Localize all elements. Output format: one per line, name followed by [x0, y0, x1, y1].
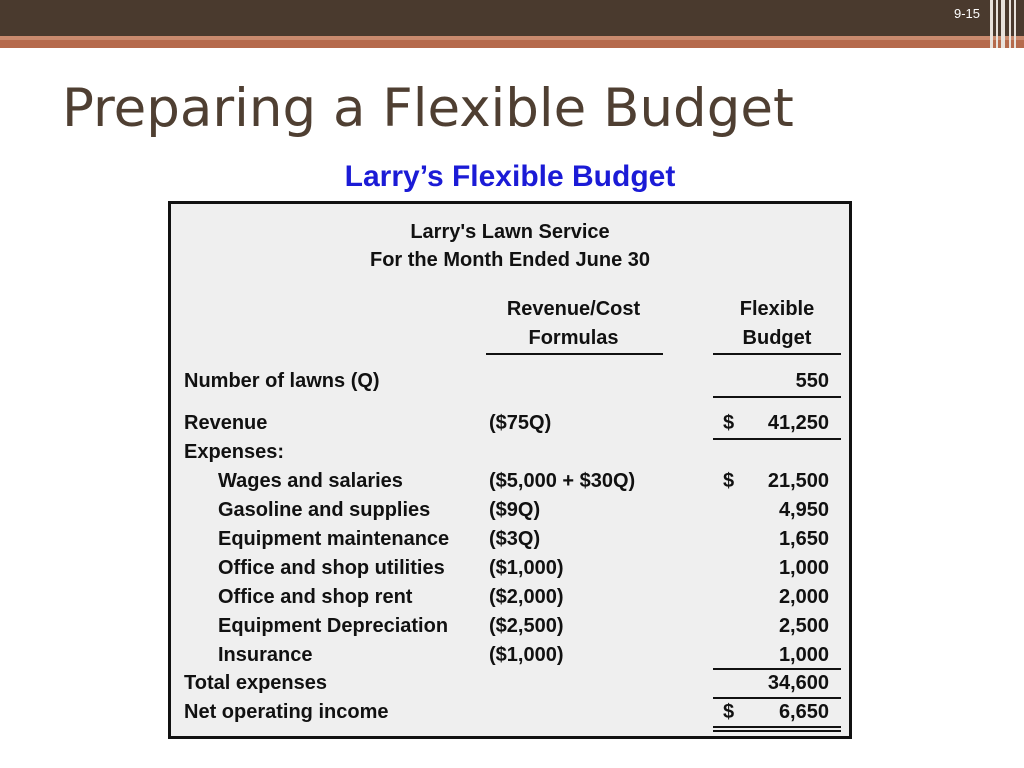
revenue-dollar: $ — [723, 412, 735, 434]
expense-formula-insurance: ($1,000) — [489, 644, 564, 666]
units-value: 550 — [795, 370, 829, 392]
expenses-heading: Expenses: — [184, 441, 285, 463]
expense-value-insurance: 1,000 — [778, 644, 829, 666]
revenue-value: 41,250 — [767, 412, 829, 434]
company-name: Larry's Lawn Service — [410, 221, 610, 243]
formula-header-line2: Formulas — [528, 327, 619, 349]
expense-formula-gasoline: ($9Q) — [489, 499, 541, 521]
units-label: Number of lawns (Q) — [184, 370, 380, 392]
budget-header-line2: Budget — [742, 327, 812, 349]
expense-label-gasoline: Gasoline and supplies — [218, 499, 431, 521]
formula-header-underline — [486, 353, 663, 355]
expense-value-gasoline: 4,950 — [778, 499, 829, 521]
expense-formula-rent: ($2,000) — [489, 586, 564, 608]
expense-label-insurance: Insurance — [218, 644, 313, 666]
expense-value-rent: 2,000 — [778, 586, 829, 608]
report-period: For the Month Ended June 30 — [369, 249, 650, 271]
slide-subtitle: Larry’s Flexible Budget — [344, 160, 676, 193]
net-income-dollar: $ — [723, 701, 735, 723]
expense-formula-wages: ($5,000 + $30Q) — [489, 470, 636, 492]
revenue-formula: ($75Q) — [489, 412, 552, 434]
expense-value-maintenance: 1,650 — [778, 528, 829, 550]
total-expenses-value: 34,600 — [767, 672, 829, 694]
expense-value-depreciation: 2,500 — [778, 615, 829, 637]
net-income-value: 6,650 — [778, 701, 829, 723]
formula-header-line1: Revenue/Cost — [506, 298, 641, 320]
revenue-label: Revenue — [184, 412, 268, 434]
top-banner — [0, 0, 1024, 36]
units-underline — [713, 396, 841, 398]
expense-formula-maintenance: ($3Q) — [489, 528, 541, 550]
decorative-stripes — [990, 0, 1016, 48]
expense-label-depreciation: Equipment Depreciation — [218, 615, 449, 637]
expense-formula-utilities: ($1,000) — [489, 557, 564, 579]
expense-label-utilities: Office and shop utilities — [218, 557, 445, 579]
budget-header-line1: Flexible — [739, 298, 815, 320]
revenue-underline — [713, 438, 841, 440]
total-expenses-label: Total expenses — [184, 672, 328, 694]
net-income-double-underline-top — [713, 726, 841, 728]
expense-label-wages: Wages and salaries — [218, 470, 403, 492]
expenses-underline — [713, 668, 841, 670]
budget-table — [168, 201, 852, 739]
expense-formula-depreciation: ($2,500) — [489, 615, 564, 637]
top-stripe-dark — [0, 40, 1024, 48]
budget-header-underline — [713, 353, 841, 355]
net-income-label: Net operating income — [184, 701, 389, 723]
net-income-double-underline-bottom — [713, 730, 841, 732]
expense-dollar-wages: $ — [723, 470, 735, 492]
expense-value-utilities: 1,000 — [778, 557, 829, 579]
total-expenses-underline — [713, 697, 841, 699]
expense-label-rent: Office and shop rent — [218, 586, 413, 608]
slide-title: Preparing a Flexible Budget — [62, 78, 794, 139]
slide-number: 9-15 — [953, 6, 980, 21]
expense-label-maintenance: Equipment maintenance — [218, 528, 450, 550]
expense-value-wages: 21,500 — [767, 470, 829, 492]
